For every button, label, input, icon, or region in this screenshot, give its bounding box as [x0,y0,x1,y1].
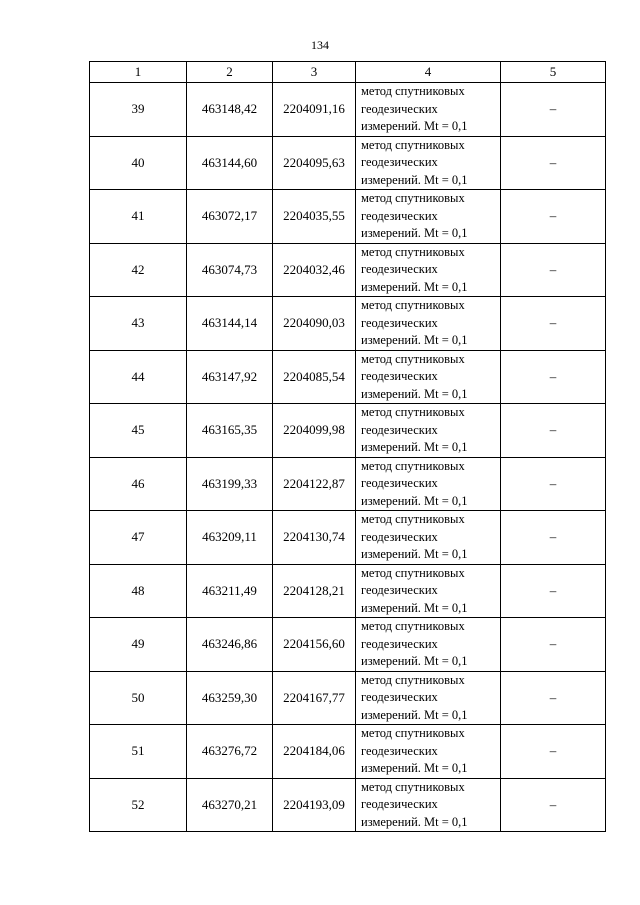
method-cell: метод спутниковых геодезических измерений. Mt = 0,1 [356,725,501,779]
y-coordinate-cell: 2204095,63 [273,136,356,190]
table-header [90,62,606,83]
point-number-cell: 41 [90,190,187,244]
table-row [90,778,606,832]
point-number-cell: 46 [90,457,187,511]
method-cell: метод спутниковых геодезических измерений. Mt = 0,1 [356,136,501,190]
method-cell: метод спутниковых геодезических измерений. Mt = 0,1 [356,243,501,297]
method-cell: метод спутниковых геодезических измерений. Mt = 0,1 [356,618,501,672]
column-header-3: 3 [273,62,356,83]
x-coordinate-cell: 463211,49 [187,564,273,618]
y-coordinate-cell: 2204091,16 [273,83,356,137]
note-cell: – [501,725,606,779]
x-coordinate-cell: 463259,30 [187,671,273,725]
x-coordinate-cell: 463270,21 [187,778,273,832]
point-number-cell: 47 [90,511,187,565]
y-coordinate-cell: 2204035,55 [273,190,356,244]
note-cell: – [501,671,606,725]
y-coordinate-cell: 2204130,74 [273,511,356,565]
x-coordinate-cell: 463165,35 [187,404,273,458]
column-header-2: 2 [187,62,273,83]
x-coordinate-cell: 463072,17 [187,190,273,244]
x-coordinate-cell: 463246,86 [187,618,273,672]
method-cell: метод спутниковых геодезических измерений. Mt = 0,1 [356,83,501,137]
note-cell: – [501,511,606,565]
table-row [90,243,606,297]
point-number-cell: 49 [90,618,187,672]
note-cell: – [501,243,606,297]
note-cell: – [501,83,606,137]
point-number-cell: 44 [90,350,187,404]
method-cell: метод спутниковых геодезических измерений. Mt = 0,1 [356,457,501,511]
table-row [90,671,606,725]
table-row [90,190,606,244]
method-cell: метод спутниковых геодезических измерений. Mt = 0,1 [356,564,501,618]
point-number-cell: 48 [90,564,187,618]
point-number-cell: 50 [90,671,187,725]
method-cell: метод спутниковых геодезических измерений. Mt = 0,1 [356,404,501,458]
y-coordinate-cell: 2204099,98 [273,404,356,458]
point-number-cell: 39 [90,83,187,137]
table-body [90,83,606,832]
table-row [90,564,606,618]
y-coordinate-cell: 2204184,06 [273,725,356,779]
x-coordinate-cell: 463148,42 [187,83,273,137]
note-cell: – [501,404,606,458]
page-number: 134 [311,38,329,52]
method-cell: метод спутниковых геодезических измерений. Mt = 0,1 [356,511,501,565]
y-coordinate-cell: 2204128,21 [273,564,356,618]
x-coordinate-cell: 463276,72 [187,725,273,779]
coordinates-table [89,61,606,832]
point-number-cell: 51 [90,725,187,779]
table-row [90,457,606,511]
y-coordinate-cell: 2204122,87 [273,457,356,511]
point-number-cell: 45 [90,404,187,458]
x-coordinate-cell: 463209,11 [187,511,273,565]
point-number-cell: 43 [90,297,187,351]
y-coordinate-cell: 2204167,77 [273,671,356,725]
column-header-5: 5 [501,62,606,83]
note-cell: – [501,618,606,672]
table-row [90,297,606,351]
column-header-4: 4 [356,62,501,83]
y-coordinate-cell: 2204090,03 [273,297,356,351]
method-cell: метод спутниковых геодезических измерений. Mt = 0,1 [356,190,501,244]
note-cell: – [501,350,606,404]
x-coordinate-cell: 463074,73 [187,243,273,297]
y-coordinate-cell: 2204085,54 [273,350,356,404]
y-coordinate-cell: 2204193,09 [273,778,356,832]
x-coordinate-cell: 463199,33 [187,457,273,511]
note-cell: – [501,564,606,618]
table-row [90,83,606,137]
y-coordinate-cell: 2204032,46 [273,243,356,297]
x-coordinate-cell: 463147,92 [187,350,273,404]
table-row [90,404,606,458]
method-cell: метод спутниковых геодезических измерений. Mt = 0,1 [356,778,501,832]
note-cell: – [501,297,606,351]
column-header-1: 1 [90,62,187,83]
x-coordinate-cell: 463144,14 [187,297,273,351]
method-cell: метод спутниковых геодезических измерений. Mt = 0,1 [356,671,501,725]
method-cell: метод спутниковых геодезических измерений. Mt = 0,1 [356,297,501,351]
x-coordinate-cell: 463144,60 [187,136,273,190]
table-row [90,618,606,672]
y-coordinate-cell: 2204156,60 [273,618,356,672]
note-cell: – [501,190,606,244]
table-row [90,136,606,190]
point-number-cell: 52 [90,778,187,832]
note-cell: – [501,778,606,832]
note-cell: – [501,136,606,190]
point-number-cell: 40 [90,136,187,190]
table-row [90,511,606,565]
header-row [90,62,606,83]
note-cell: – [501,457,606,511]
table-row [90,725,606,779]
point-number-cell: 42 [90,243,187,297]
table-row [90,350,606,404]
method-cell: метод спутниковых геодезических измерений. Mt = 0,1 [356,350,501,404]
